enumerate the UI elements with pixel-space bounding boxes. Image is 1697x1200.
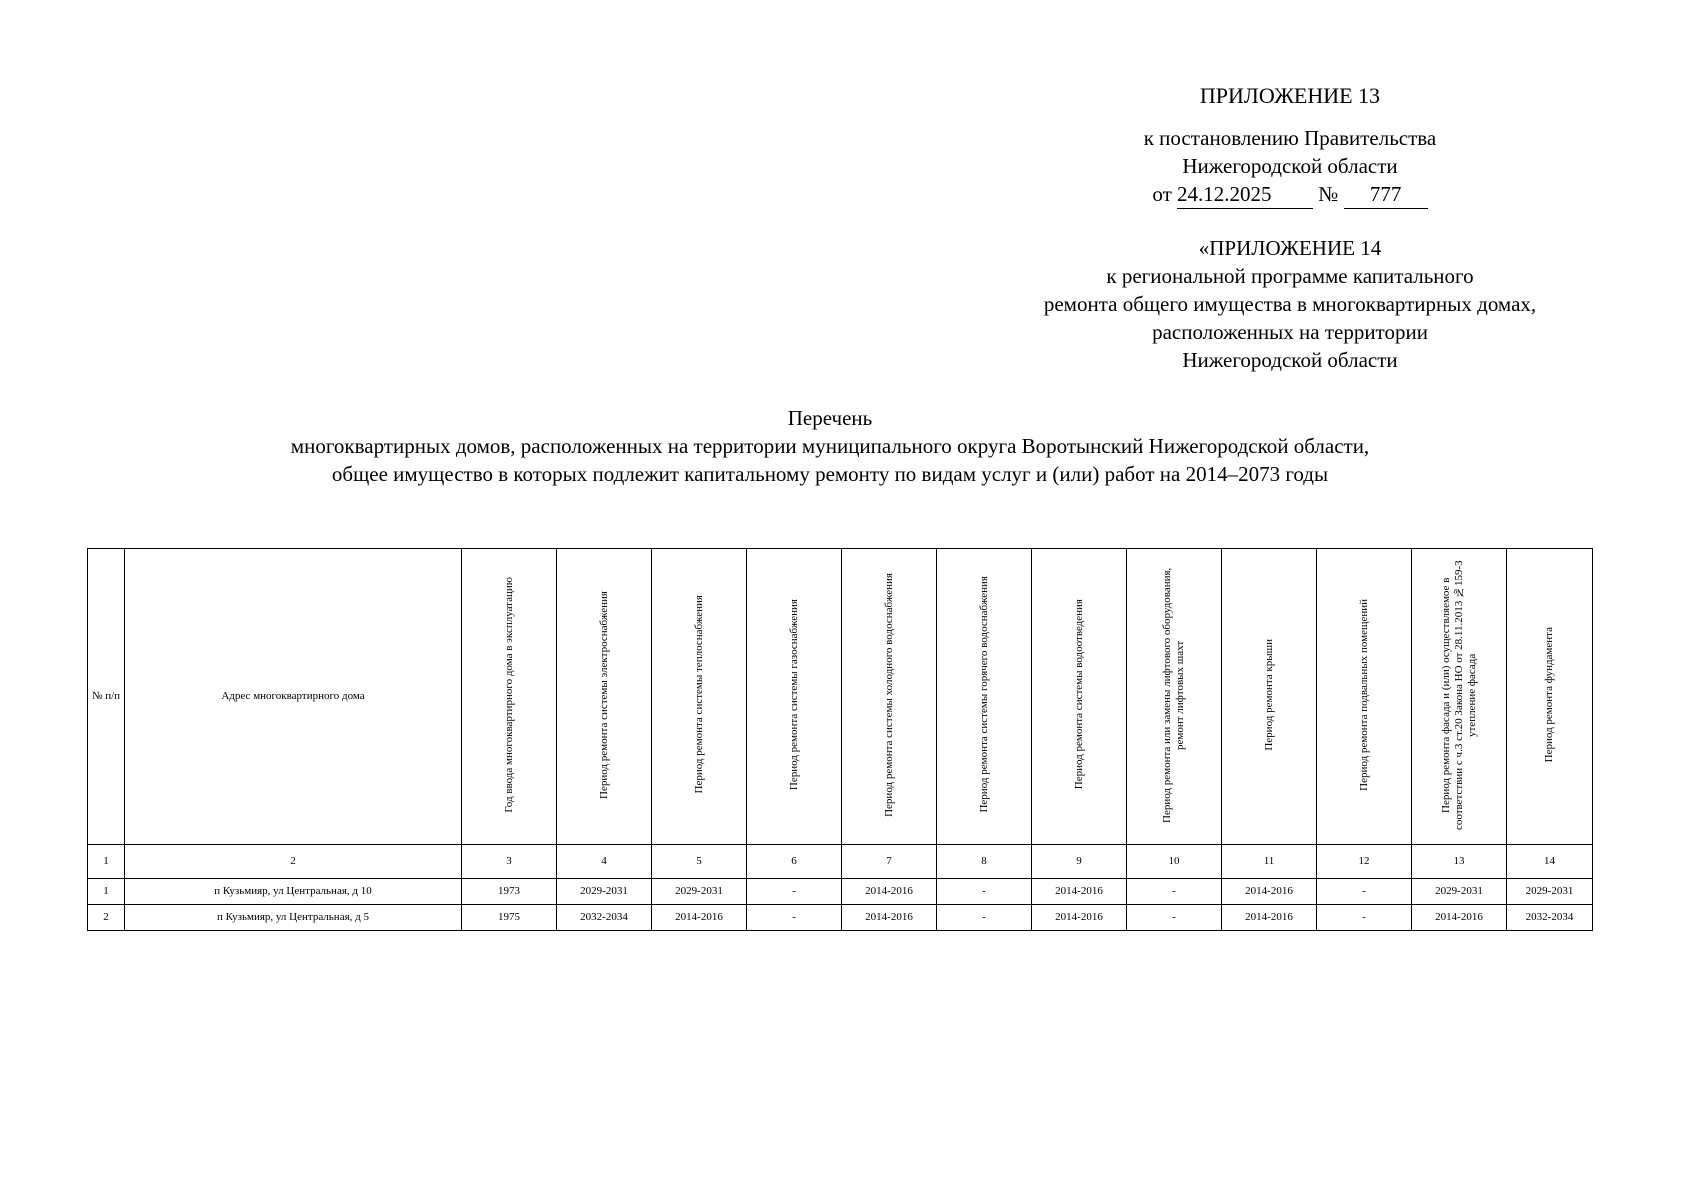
col-header-electricity: Период ремонта системы электроснабжения xyxy=(557,549,652,845)
table-row xyxy=(88,879,1593,905)
table-cell: 2014-2016 xyxy=(652,905,747,931)
table-cell: 2014-2016 xyxy=(1222,905,1317,931)
table-column-numbers-row xyxy=(88,845,1593,879)
number-label: № xyxy=(1318,182,1339,206)
appendix-14-line-4: расположенных на территории xyxy=(1152,320,1428,344)
table-cell: - xyxy=(747,879,842,905)
col-header-roof: Период ремонта крыши xyxy=(1222,549,1317,845)
appendix-14-line-1: «ПРИЛОЖЕНИЕ 14 xyxy=(1198,236,1382,260)
table-cell: 2014-2016 xyxy=(842,879,937,905)
table-cell: 2029-2031 xyxy=(652,879,747,905)
decree-date: 24.12.2025 xyxy=(1177,180,1313,209)
column-number: 2 xyxy=(125,845,462,879)
table-cell: 2029-2031 xyxy=(1507,879,1593,905)
table-cell: - xyxy=(937,879,1032,905)
table-cell-address: п Кузьмияр, ул Центральная, д 10 xyxy=(125,879,462,905)
buildings-table xyxy=(87,548,1593,931)
table-cell: 1973 xyxy=(462,879,557,905)
column-number: 1 xyxy=(88,845,125,879)
table-cell: 2014-2016 xyxy=(842,905,937,931)
col-header-foundation: Период ремонта фундамента xyxy=(1507,549,1593,845)
table-cell: 2 xyxy=(88,905,125,931)
decree-reference xyxy=(950,124,1630,209)
col-header-heating: Период ремонта системы теплоснабжения xyxy=(652,549,747,845)
col-header-drainage: Период ремонта системы водоотведения xyxy=(1032,549,1127,845)
column-number: 12 xyxy=(1317,845,1412,879)
col-header-elevator: Период ремонта или замены лифтового оборудования, ремонт лифтовых шахт xyxy=(1127,549,1222,845)
table-cell: 2032-2034 xyxy=(557,905,652,931)
table-cell: 1 xyxy=(88,879,125,905)
title-line-2: многоквартирных домов, расположенных на территории муниципального округа Воротынский Нижегородской области, xyxy=(290,434,1370,458)
appendix-13-heading xyxy=(950,82,1630,110)
decree-date-number xyxy=(950,180,1630,209)
table-cell: 2029-2031 xyxy=(1412,879,1507,905)
document-title xyxy=(60,404,1600,488)
column-number: 10 xyxy=(1127,845,1222,879)
column-number: 5 xyxy=(652,845,747,879)
column-number: 4 xyxy=(557,845,652,879)
col-header-cold-water: Период ремонта системы холодного водоснабжения xyxy=(842,549,937,845)
table-cell: 2032-2034 xyxy=(1507,905,1593,931)
decree-line-1: к постановлению Правительства xyxy=(1143,126,1437,150)
col-header-hot-water: Период ремонта системы горячего водоснабжения xyxy=(937,549,1032,845)
column-number: 6 xyxy=(747,845,842,879)
title-line-1: Перечень xyxy=(787,406,873,430)
column-number: 14 xyxy=(1507,845,1593,879)
from-label: от xyxy=(1152,182,1172,206)
column-number: 7 xyxy=(842,845,937,879)
column-number: 11 xyxy=(1222,845,1317,879)
appendix-14-block xyxy=(950,234,1630,374)
table-cell: - xyxy=(1127,905,1222,931)
title-line-3: общее имущество в которых подлежит капитальному ремонту по видам услуг и (или) работ на 2014–2073 годы xyxy=(331,462,1329,486)
decree-number: 777 xyxy=(1344,180,1428,209)
decree-line-2: Нижегородской области xyxy=(1182,154,1398,178)
table-cell: - xyxy=(1317,905,1412,931)
appendix-14-line-2: к региональной программе капитального xyxy=(1106,264,1474,288)
table-cell: 2014-2016 xyxy=(1032,905,1127,931)
col-header-year: Год ввода многоквартирного дома в эксплуатацию xyxy=(462,549,557,845)
col-header-number: № п/п xyxy=(88,549,125,845)
table-row xyxy=(88,905,1593,931)
table-cell: 2014-2016 xyxy=(1222,879,1317,905)
appendix-13-label: ПРИЛОЖЕНИЕ 13 xyxy=(1199,83,1381,108)
column-number: 3 xyxy=(462,845,557,879)
column-number: 9 xyxy=(1032,845,1127,879)
table-cell: 1975 xyxy=(462,905,557,931)
column-number: 13 xyxy=(1412,845,1507,879)
col-header-facade: Период ремонта фасада и (или) осуществляемое в соответствии с ч.3 ст.20 Закона НО от 28.11.2013 №159-З утепление фасада xyxy=(1412,549,1507,845)
column-number: 8 xyxy=(937,845,1032,879)
table-cell-address: п Кузьмияр, ул Центральная, д 5 xyxy=(125,905,462,931)
table-cell: 2014-2016 xyxy=(1412,905,1507,931)
col-header-address: Адрес многоквартирного дома xyxy=(125,549,462,845)
appendix-14-line-5: Нижегородской области xyxy=(1182,348,1398,372)
col-header-gas: Период ремонта системы газоснабжения xyxy=(747,549,842,845)
table-cell: - xyxy=(1317,879,1412,905)
appendix-14-line-3: ремонта общего имущества в многоквартирных домах, xyxy=(1043,292,1537,316)
table-cell: 2014-2016 xyxy=(1032,879,1127,905)
table-header-row xyxy=(88,549,1593,845)
col-header-basement: Период ремонта подвальных помещений xyxy=(1317,549,1412,845)
table-cell: - xyxy=(937,905,1032,931)
table-cell: 2029-2031 xyxy=(557,879,652,905)
table-cell: - xyxy=(1127,879,1222,905)
table-cell: - xyxy=(747,905,842,931)
